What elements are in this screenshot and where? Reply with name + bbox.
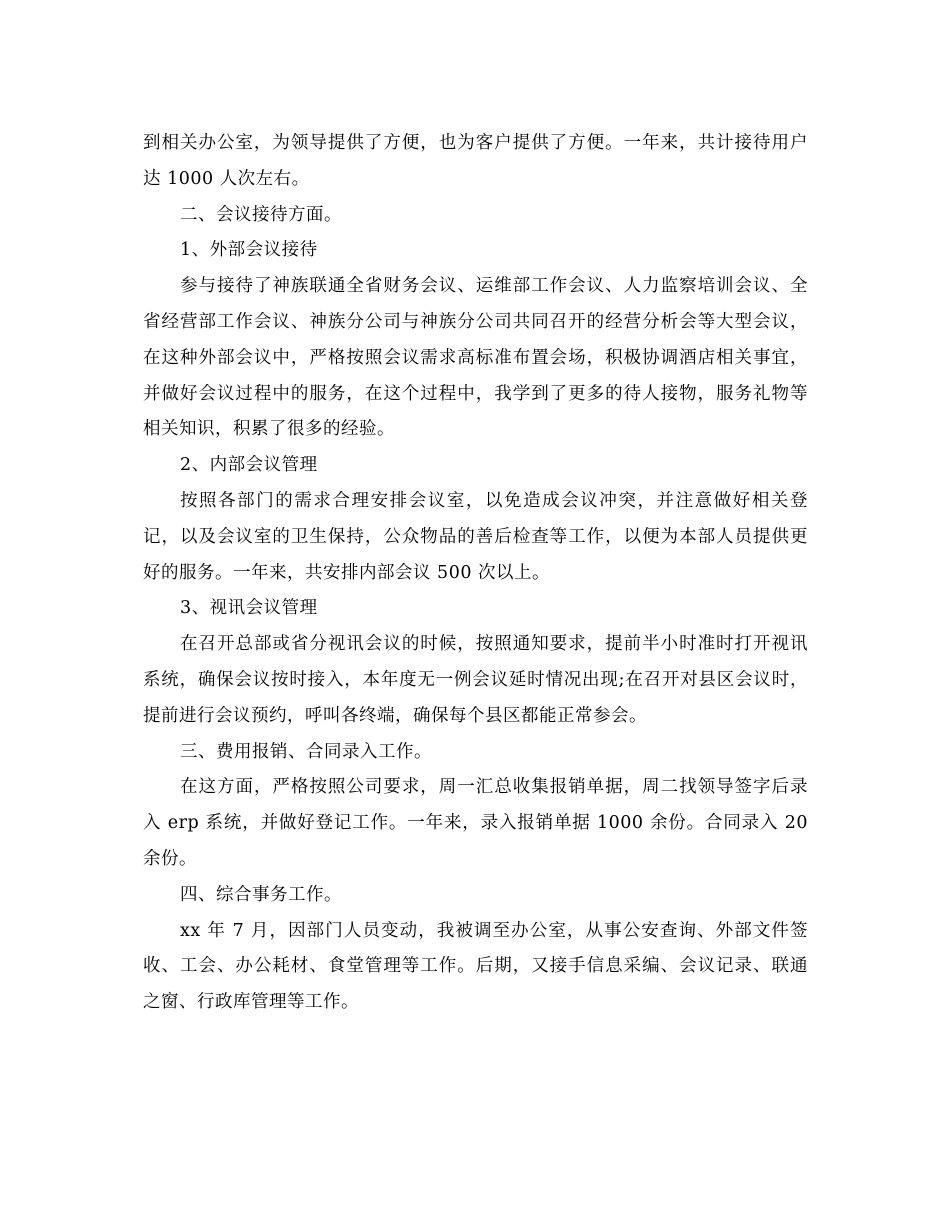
paragraph-general-affairs: xx 年 7 月，因部门人员变动，我被调至办公室，从事公安查询、外部文件签收、工会、办公耗材、食堂管理等工作。后期，又接手信息采编、会议记录、联通之窗、行政库管理等工作。 xyxy=(143,920,808,1013)
subheading-video-meetings: 3、视讯会议管理 xyxy=(180,598,318,619)
section-heading-general-affairs: 四、综合事务工作。 xyxy=(180,884,342,905)
section-heading-meeting-reception: 二、会议接待方面。 xyxy=(180,204,342,225)
paragraph-continuation: 到相关办公室，为领导提供了方便，也为客户提供了方便。一年来，共计接待用户达 1000 人次左右。 xyxy=(143,133,808,189)
subheading-external-meetings: 1、外部会议接待 xyxy=(180,240,318,261)
paragraph-video-meetings: 在召开总部或省分视讯会议的时候，按照通知要求，提前半小时准时打开视讯系统，确保会议按时接入，本年度无一例会议延时情况出现;在召开对县区会议时，提前进行会议预约，呼叫各终端，确保每个县区都能正常参会。 xyxy=(143,634,808,726)
subheading-internal-meetings: 2、内部会议管理 xyxy=(180,455,318,476)
paragraph-expenses-contracts: 在这方面，严格按照公司要求，周一汇总收集报销单据，周二找领导签字后录入 erp 系统，并做好登记工作。一年来，录入报销单据 1000 余份。合同录入 20 余份。 xyxy=(143,777,808,869)
document-body xyxy=(143,126,808,1021)
paragraph-external-meetings: 参与接待了神族联通全省财务会议、运维部工作会议、人力监察培训会议、全省经营部工作会议、神族分公司与神族分公司共同召开的经营分析会等大型会议，在这种外部会议中，严格按照会议需求高标准布置会场，积极协调酒店相关事宜，并做好会议过程中的服务，在这个过程中，我学到了更多的待人接物，服务礼物等相关知识，积累了很多的经验。 xyxy=(143,276,808,440)
section-heading-expenses-contracts: 三、费用报销、合同录入工作。 xyxy=(180,741,432,762)
paragraph-internal-meetings: 按照各部门的需求合理安排会议室，以免造成会议冲突，并注意做好相关登记，以及会议室的卫生保持，公众物品的善后检查等工作，以便为本部人员提供更好的服务。一年来，共安排内部会议 500 次以上。 xyxy=(143,490,808,583)
